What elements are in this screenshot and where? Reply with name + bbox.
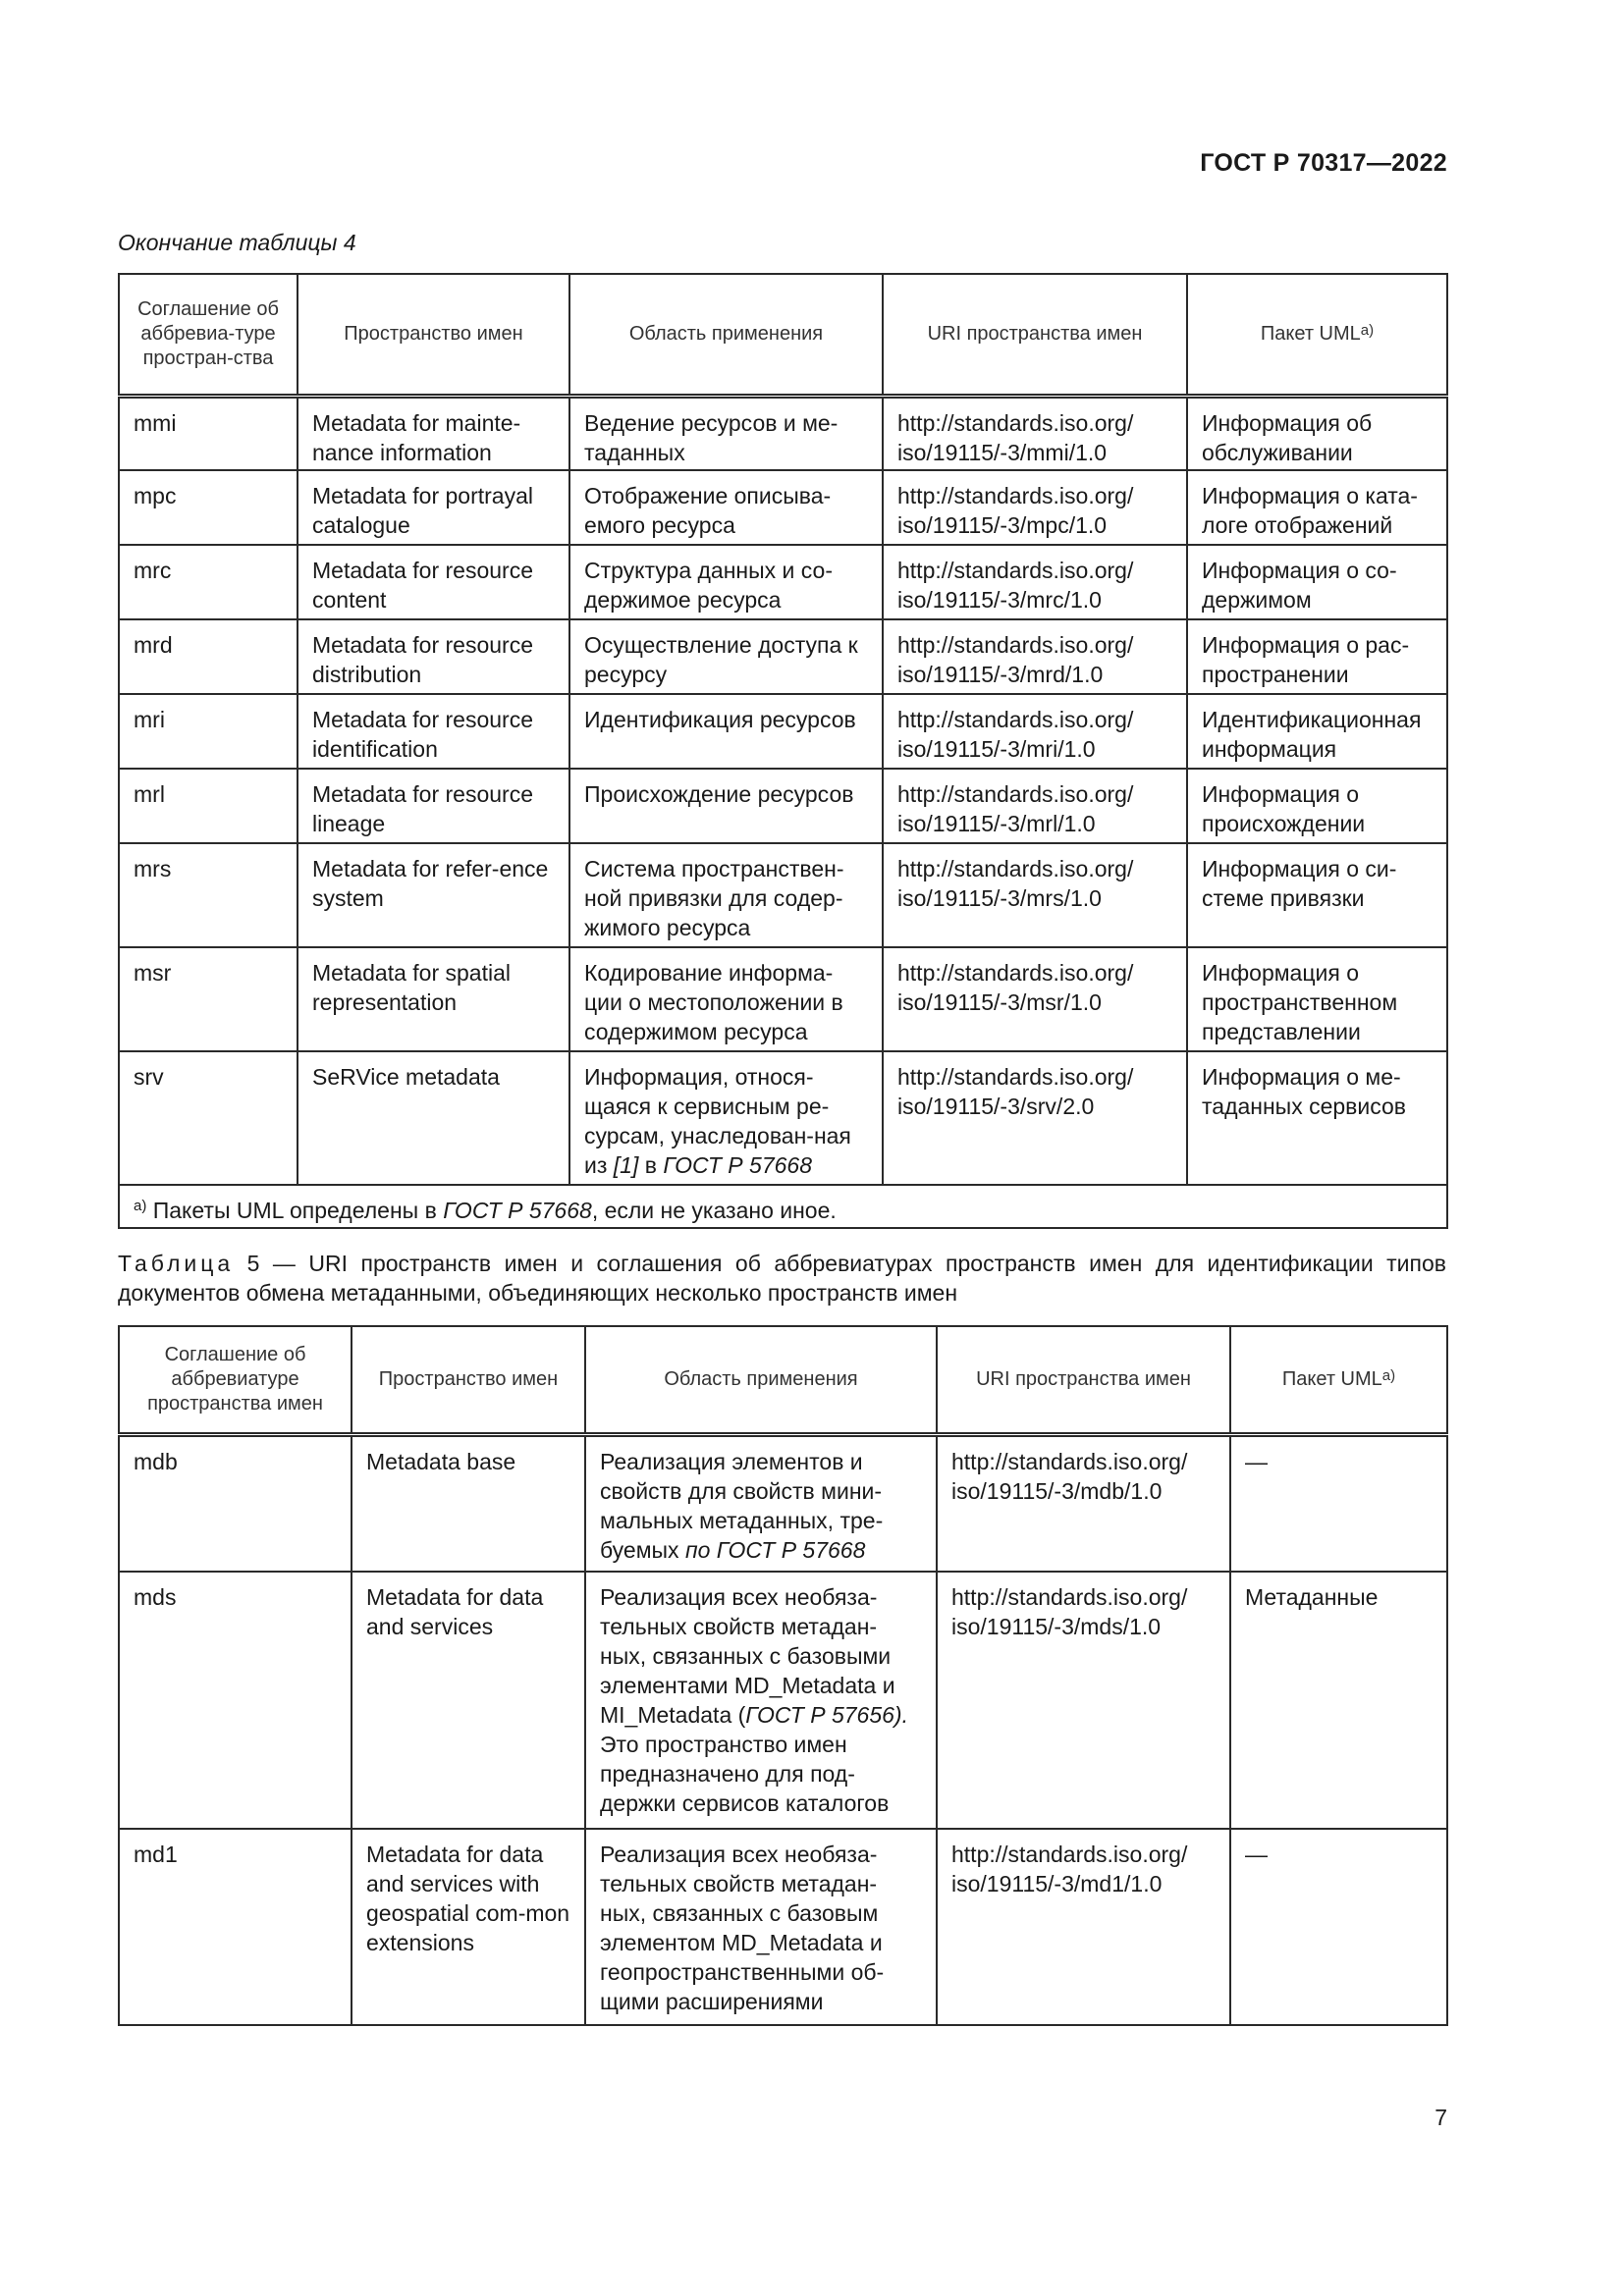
- cell-abbr: mdb: [119, 1434, 352, 1572]
- standard-ref: ГОСТ Р 57656).: [745, 1702, 908, 1728]
- cell-package: Информация о ката-логе отображений: [1187, 470, 1447, 545]
- cell-namespace: Metadata for portrayal catalogue: [298, 470, 569, 545]
- cell-scope: [569, 1051, 883, 1185]
- table4-header-row: [119, 274, 1447, 396]
- table-row: [119, 1051, 1447, 1185]
- cell-abbr: mrc: [119, 545, 298, 619]
- cell-scope: Идентификация ресурсов: [569, 694, 883, 769]
- cell-abbr: md1: [119, 1829, 352, 2025]
- cell-abbr: mmi: [119, 396, 298, 470]
- cell-package: Информация об обслуживании: [1187, 396, 1447, 470]
- cell-uri: http://standards.iso.org/ iso/19115/-3/msr/1.0: [883, 947, 1187, 1051]
- cell-package: —: [1230, 1434, 1447, 1572]
- table4-caption: Окончание таблицы 4: [118, 230, 356, 255]
- table5-header-uml: [1230, 1326, 1447, 1434]
- table-row: [119, 694, 1447, 769]
- cell-scope: Ведение ресурсов и ме-таданных: [569, 396, 883, 470]
- document-code: ГОСТ Р 70317—2022: [1200, 149, 1447, 177]
- cell-package: Информация о рас-пространении: [1187, 619, 1447, 694]
- scope-text: Информация, относя-щаяся к сервисным ре-сурсам, унаследован-ная из: [584, 1064, 851, 1178]
- table-row: [119, 947, 1447, 1051]
- cell-namespace: Metadata for data and services: [352, 1572, 585, 1829]
- cell-scope: Осуществление доступа к ресурсу: [569, 619, 883, 694]
- cell-package: Метаданные: [1230, 1572, 1447, 1829]
- cell-scope: Реализация всех необяза-тельных свойств метадан-ных, связанных с базовым элементом MD_Metadata и геопространственными об-щими расширениями: [585, 1829, 937, 2025]
- table4-header-uri: URI пространства имен: [883, 274, 1187, 396]
- cell-abbr: mri: [119, 694, 298, 769]
- bibliography-ref: [1]: [613, 1152, 639, 1178]
- cell-uri: http://standards.iso.org/ iso/19115/-3/mds/1.0: [937, 1572, 1230, 1829]
- cell-uri: http://standards.iso.org/ iso/19115/-3/mmi/1.0: [883, 396, 1187, 470]
- scope-text: в: [638, 1152, 664, 1178]
- table-row: [119, 843, 1447, 947]
- table-row: [119, 545, 1447, 619]
- table5-header-uml-label: Пакет UML: [1281, 1367, 1382, 1390]
- table-row: [119, 470, 1447, 545]
- cell-scope: [585, 1434, 937, 1572]
- cell-package: —: [1230, 1829, 1447, 2025]
- cell-namespace: Metadata for resource identification: [298, 694, 569, 769]
- cell-uri: http://standards.iso.org/ iso/19115/-3/mdb/1.0: [937, 1434, 1230, 1572]
- cell-package: Информация о со-держимом: [1187, 545, 1447, 619]
- cell-abbr: srv: [119, 1051, 298, 1185]
- cell-namespace: Metadata for mainte-nance information: [298, 396, 569, 470]
- cell-uri: http://standards.iso.org/ iso/19115/-3/mrl/1.0: [883, 769, 1187, 843]
- table-row: [119, 1434, 1447, 1572]
- table4-header-namespace: Пространство имен: [298, 274, 569, 396]
- table4-header-uml-label: Пакет UML: [1260, 322, 1361, 345]
- cell-uri: http://standards.iso.org/ iso/19115/-3/srv/2.0: [883, 1051, 1187, 1185]
- cell-package: Информация о ме-таданных сервисов: [1187, 1051, 1447, 1185]
- cell-namespace: SeRVice metadata: [298, 1051, 569, 1185]
- table-row: [119, 396, 1447, 470]
- table5-caption-text: 5 — URI пространств имен и соглашения об аббревиатурах пространств имен для идентификации типов документов обмена метаданными, объединяющих несколько пространств имен: [118, 1251, 1446, 1306]
- cell-uri: http://standards.iso.org/ iso/19115/-3/mrc/1.0: [883, 545, 1187, 619]
- standard-ref: по ГОСТ Р 57668: [684, 1536, 866, 1563]
- cell-abbr: msr: [119, 947, 298, 1051]
- cell-uri: http://standards.iso.org/ iso/19115/-3/md1/1.0: [937, 1829, 1230, 2025]
- table5-header-abbr: Соглашение об аббревиатуре пространства имен: [119, 1326, 352, 1434]
- table5-caption: [118, 1249, 1446, 1308]
- table4-footnote: [119, 1185, 1447, 1228]
- cell-package: Информация о си-стеме привязки: [1187, 843, 1447, 947]
- table5-header-scope: Область применения: [585, 1326, 937, 1434]
- cell-package: Информация о пространственном представлении: [1187, 947, 1447, 1051]
- page-number: 7: [1435, 2105, 1447, 2130]
- cell-namespace: Metadata for data and services with geospatial com-mon extensions: [352, 1829, 585, 2025]
- table5-header-namespace: Пространство имен: [352, 1326, 585, 1434]
- cell-scope: Структура данных и со-держимое ресурса: [569, 545, 883, 619]
- table-4: [118, 273, 1448, 1229]
- footnote-marker: a): [1360, 321, 1375, 339]
- table4-header-abbr: Соглашение об аббревиа-туре простран-ства: [119, 274, 298, 396]
- cell-package: Информация о происхождении: [1187, 769, 1447, 843]
- table-5: [118, 1325, 1448, 2026]
- scope-text: Реализация элементов и свойств для свойств мини-мальных метаданных, тре-буемых: [600, 1448, 884, 1563]
- table5-header-uri: URI пространства имен: [937, 1326, 1230, 1434]
- cell-abbr: mpc: [119, 470, 298, 545]
- cell-abbr: mds: [119, 1572, 352, 1829]
- table4-header-scope: Область применения: [569, 274, 883, 396]
- cell-namespace: Metadata for resource content: [298, 545, 569, 619]
- scope-text: Это пространство имен предназначено для под-держки сервисов каталогов: [600, 1732, 890, 1816]
- cell-uri: http://standards.iso.org/ iso/19115/-3/mpc/1.0: [883, 470, 1187, 545]
- cell-package: Идентификационная информация: [1187, 694, 1447, 769]
- cell-scope: Отображение описыва-емого ресурса: [569, 470, 883, 545]
- footnote-text: , если не указано иное.: [591, 1198, 837, 1223]
- cell-uri: http://standards.iso.org/ iso/19115/-3/mrd/1.0: [883, 619, 1187, 694]
- cell-abbr: mrd: [119, 619, 298, 694]
- cell-uri: http://standards.iso.org/ iso/19115/-3/mrs/1.0: [883, 843, 1187, 947]
- footnote-marker: a): [134, 1198, 147, 1214]
- table-row: [119, 769, 1447, 843]
- cell-scope: Кодирование информа-ции о местоположении в содержимом ресурса: [569, 947, 883, 1051]
- cell-namespace: Metadata for resource lineage: [298, 769, 569, 843]
- table5-header-row: [119, 1326, 1447, 1434]
- standard-ref: ГОСТ Р 57668: [443, 1198, 592, 1223]
- cell-namespace: Metadata for resource distribution: [298, 619, 569, 694]
- cell-abbr: mrl: [119, 769, 298, 843]
- table4-footnote-row: [119, 1185, 1447, 1228]
- cell-abbr: mrs: [119, 843, 298, 947]
- cell-namespace: Metadata for spatial representation: [298, 947, 569, 1051]
- footnote-marker: a): [1381, 1366, 1396, 1384]
- cell-scope: Система пространствен-ной привязки для содер-жимого ресурса: [569, 843, 883, 947]
- table-row: [119, 1829, 1447, 2025]
- scope-text: Реализация всех необяза-тельных свойств метадан-ных, связанных с базовыми элементами MD_Metadata и MI_Metadata (: [600, 1584, 895, 1728]
- cell-namespace: Metadata for refer-ence system: [298, 843, 569, 947]
- cell-namespace: Metadata base: [352, 1434, 585, 1572]
- table4-header-uml: [1187, 274, 1447, 396]
- table5-caption-label: Таблица: [118, 1251, 235, 1276]
- standard-ref: ГОСТ Р 57668: [663, 1152, 812, 1178]
- table-row: [119, 1572, 1447, 1829]
- cell-scope: Происхождение ресурсов: [569, 769, 883, 843]
- footnote-text: Пакеты UML определены в: [146, 1198, 444, 1223]
- cell-uri: http://standards.iso.org/ iso/19115/-3/mri/1.0: [883, 694, 1187, 769]
- cell-scope: [585, 1572, 937, 1829]
- table-row: [119, 619, 1447, 694]
